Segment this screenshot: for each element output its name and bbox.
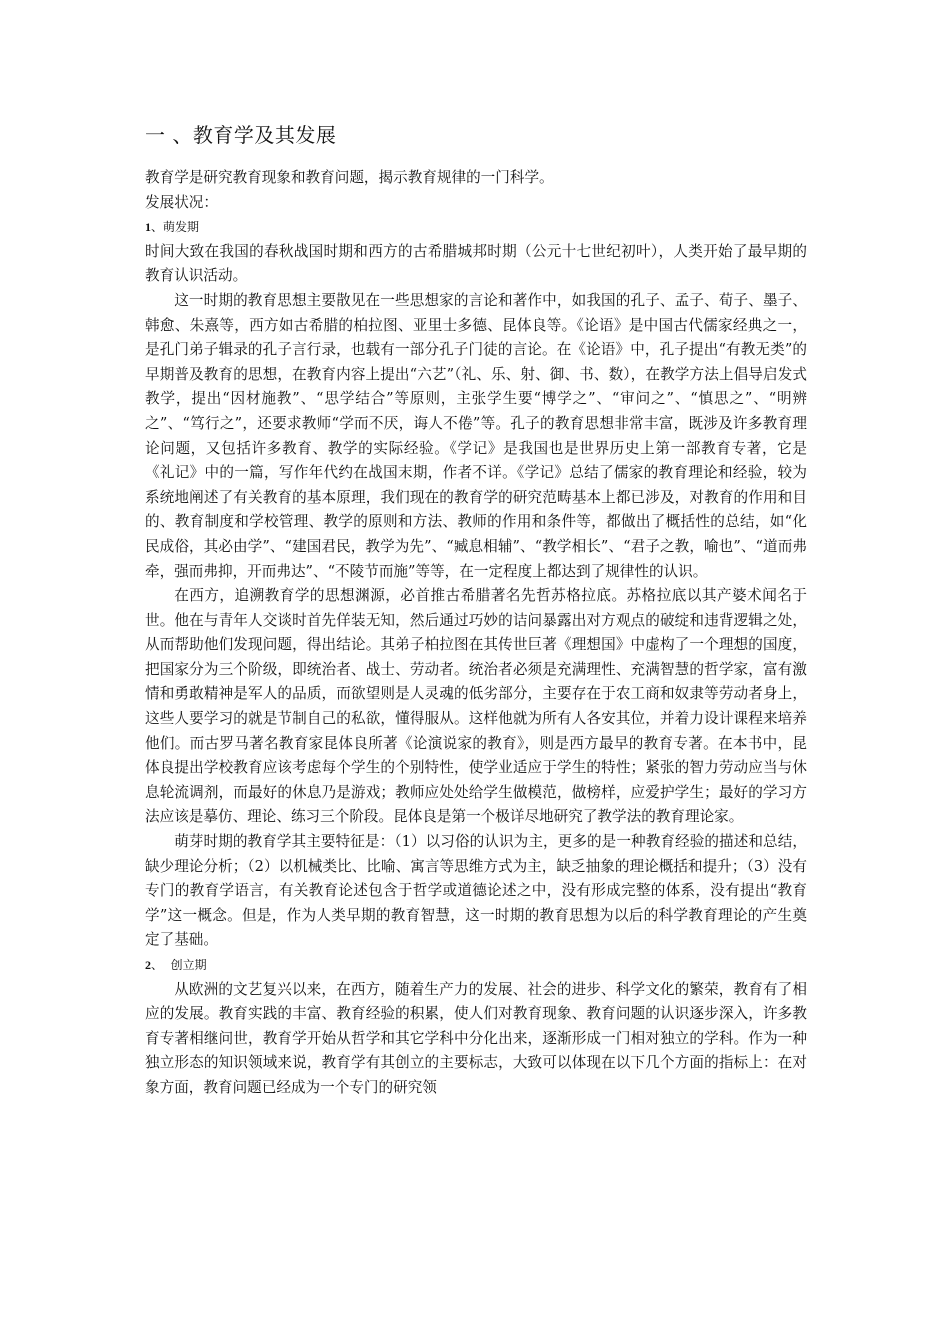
definition-text: 教育学是研究教育现象和教育问题，揭示教育规律的一门科学。 <box>145 169 554 186</box>
paragraph: 在西方，追溯教育学的思想渊源，必首推古希腊著名先哲苏格拉底。苏格拉底以其产婆术闻名于世。他在与青年人交谈时首先佯装无知，然后通过巧妙的诘问暴露出对方观点的破绽和违背逻辑之处，从而帮助他们发现问题，得出结论。其弟子柏拉图在其传世巨著《理想国》中虚构了一个理想的国度，把国家分为三个阶级，即统治者、战士、劳动者。统治者必须是充满理性、充满智慧的哲学家，富有激情和勇敢精神是军人的品质，而欲望则是人灵魂的低劣部分，主要存在于农工商和奴隶等劳动者身上，这些人要学习的就是节制自己的私欲，懂得服从。这样他就为所有人各安其位，并着力设计课程来培养他们。而古罗马著名教育家昆体良所著《论演说家的教育》，则是西方最早的教育专著。在本书中，昆体良提出学校教育应该考虑每个学生的个别特性，使学业适应于学生的特性；紧张的智力劳动应当与休息轮流调剂，而最好的休息乃是游戏；教师应处处给学生做模范，做榜样，应爱护学生；最好的学习方法应该是摹仿、理论、练习三个阶段。昆体良是第一个极详尽地研究了教学法的教育理论家。 <box>145 587 807 826</box>
subsection-number: 2 <box>145 958 151 972</box>
subsection-heading-2 <box>145 953 807 978</box>
paragraph: 萌芽时期的教育学其主要特征是：（1）以习俗的认识为主，更多的是一种教育经验的描述和总结，缺少理论分析；（2）以机械类比、比喻、寓言等思维方式为主，缺乏抽象的理论概括和提升；（3）没有专门的教育学语言，有关教育论述包含于哲学或道德论述之中，没有形成完整的体系，没有提出“教育学”这一概念。但是，作为人类早期的教育智慧，这一时期的教育思想为以后的科学教育理论的产生奠定了基础。 <box>145 833 807 949</box>
subsection-number: 1 <box>145 220 151 235</box>
development-label: 发展状况： <box>145 193 218 211</box>
document-body <box>145 166 807 1101</box>
paragraph-intro: 时间大致在我国的春秋战国时期和西方的古希腊城邦时期（公元十七世纪初叶），人类开始了最早期的教育认识活动。 <box>145 242 807 285</box>
paragraph: 这一时期的教育思想主要散见在一些思想家的言论和著作中，如我国的孔子、孟子、荀子、墨子、韩愈、朱熹等，西方如古希腊的柏拉图、亚里士多德、昆体良等。《论语》是中国古代儒家经典之一，是孔门弟子辑录的孔子言行录，也载有一部分孔子门徒的言论。在《论语》中，孔子提出“有教无类”的早期普及教育的思想，在教育内容上提出“六艺”（礼、乐、射、御、书、数），在教学方法上倡导启发式教学，提出“因材施教”、“思学结合”等原则，主张学生要“博学之”、“审问之”、“慎思之”、“明辨之”、“笃行之”，还要求教师“学而不厌，诲人不倦”等。孔子的教育思想非常丰富，既涉及许多教育理论问题，又包括许多教育、教学的实际经验。《学记》是我国也是世界历史上第一部教育专著，它是《礼记》中的一篇，写作年代约在战国末期，作者不详。《学记》总结了儒家的教育理论和经验，较为系统地阐述了有关教育的基本原理，我们现在的教育学的研究范畴基本上都已涉及，对教育的作用和目的、教育制度和学校管理、教学的原则和方法、教师的作用和条件等，都做出了概括性的总结，如“化民成俗，其必由学”、“建国君民，教学为先”、“臧息相辅”、“教学相长”、“君子之教，喻也”、“道而弗牵，强而弗抑，开而弗达”、“不陵节而施”等等，在一定程度上都达到了规律性的认识。 <box>145 291 807 580</box>
subsection-heading-1 <box>145 215 807 240</box>
paragraph: 从欧洲的文艺复兴以来，在西方，随着生产力的发展、社会的进步、科学文化的繁荣，教育有了相应的发展。教育实践的丰富、教育经验的积累，使人们对教育现象、教育问题的认识逐步深入，许多教育专著相继问世，教育学开始从哲学和其它学科中分化出来，逐渐形成一门相对独立的学科。作为一种独立形态的知识领域来说，教育学有其创立的主要标志，大致可以体现在以下几个方面的指标上：在对象方面，教育问题已经成为一个专门的研究领 <box>145 980 807 1096</box>
subsection-title: 、萌发期 <box>151 220 200 235</box>
subsection-title: 、 创立期 <box>151 958 207 972</box>
section-heading: 一 、教育学及其发展 <box>145 123 337 147</box>
